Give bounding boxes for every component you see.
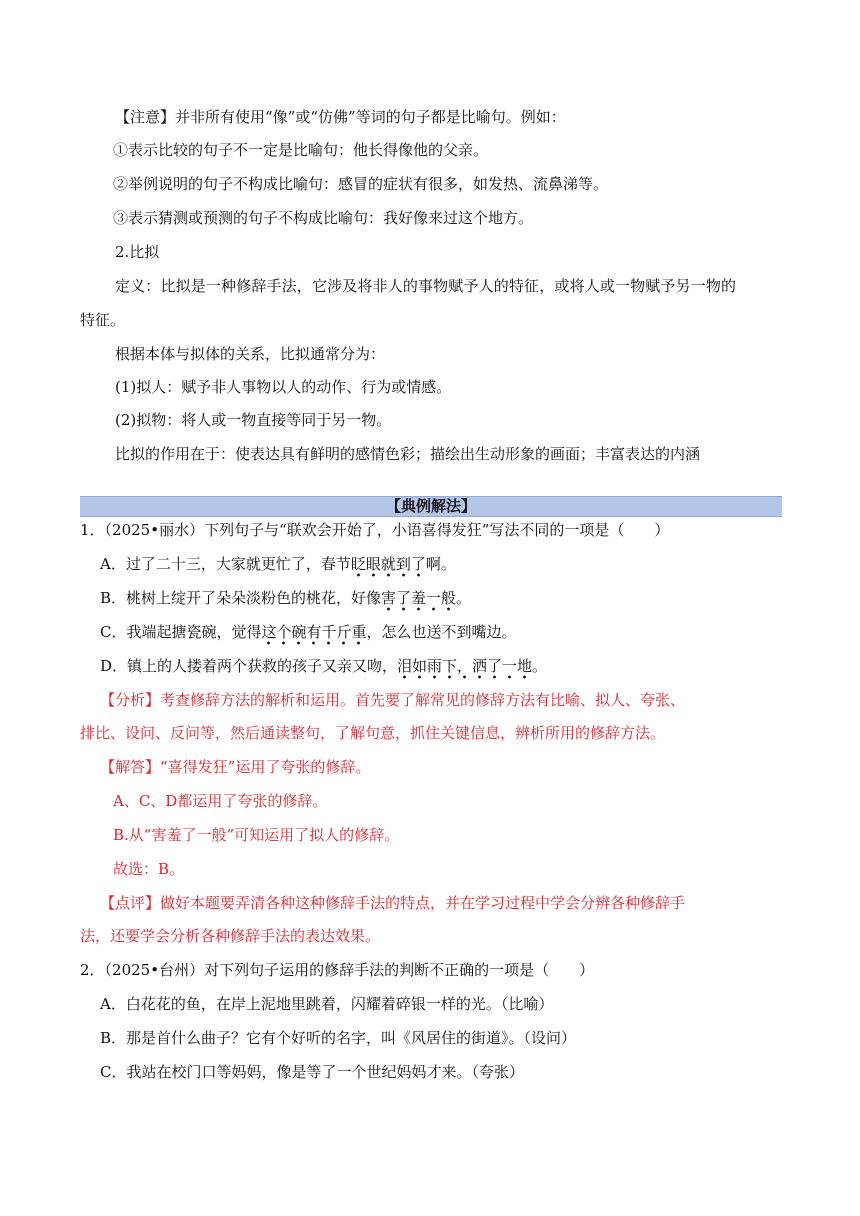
- comment-label: 【点评】: [100, 894, 161, 912]
- answer-line-3: B.从“害羞了一般”可知运用了拟人的修辞。: [113, 826, 400, 844]
- q1-option-b: [100, 588, 471, 608]
- option-c-post: ，怎么也送不到嘴边。: [366, 623, 517, 641]
- type-objectification: (2)拟物：将人或一物直接等同于另一物。: [115, 411, 392, 429]
- option-d-post: 。: [532, 657, 548, 675]
- note-item-3: ③表示猜测或预测的句子不构成比喻句：我好像来过这个地方。: [113, 209, 534, 227]
- analysis-label: 【分析】: [100, 691, 161, 709]
- effect-line: 比拟的作用在于：使表达具有鲜明的感情色彩；描绘出生动形象的画面；丰富表达的内涵: [115, 445, 701, 463]
- analysis-line-1: [100, 690, 685, 710]
- q2-option-a: A．白花花的鱼，在岸上泥地里跳着，闪耀着碎银一样的光。（比喻）: [100, 995, 554, 1013]
- q2-option-b: B．那是首什么曲子？它有个好听的名字，叫《风居住的街道》。（设问）: [100, 1029, 577, 1047]
- q2-stem: 2．（2025•台州）对下列句子运用的修辞手法的判断不正确的一项是（ ）: [80, 961, 595, 979]
- comment-text-1: 做好本题要弄清各种这种修辞手法的特点，并在学习过程中学会分辨各种修辞手: [160, 894, 686, 912]
- answer-line-2: A、C、D都运用了夸张的修辞。: [113, 792, 328, 810]
- note-label: 【注意】: [115, 108, 176, 126]
- option-a-post: 啊。: [425, 555, 456, 573]
- type-personification: (1)拟人：赋予非人事物以人的动作、行为或情感。: [115, 378, 452, 396]
- option-d-emphasis: 泪如雨下，洒了一地: [397, 657, 532, 679]
- option-a-emphasis: 眨眼就到了: [351, 555, 426, 577]
- option-b-pre: B．桃树上绽开了朵朵淡粉色的桃花，好像: [100, 589, 382, 607]
- definition-line-1: 定义：比拟是一种修辞手法，它涉及将非人的事物赋予人的特征，或将人或一物赋予另一物的: [115, 277, 737, 295]
- note-text: 并非所有使用“像”或“仿佛”等词的句子都是比喻句。例如：: [175, 108, 566, 126]
- definition-line-2: 特征。: [80, 311, 126, 329]
- section-heading: 2.比拟: [115, 243, 160, 261]
- analysis-line-2: 排比、设问、反问等，然后通读整句，了解句意，抓住关键信息，辨析所用的修辞方法。: [80, 724, 666, 742]
- option-a-pre: A．过了二十三，大家就更忙了，春节: [100, 555, 351, 573]
- classify-line: 根据本体与拟体的关系，比拟通常分为：: [115, 345, 386, 363]
- answer-label: 【解答】: [100, 758, 161, 776]
- note-item-1: ①表示比较的句子不一定是比喻句：他长得像他的父亲。: [113, 141, 489, 159]
- answer-text-1: “喜得发狂”运用了夸张的修辞。: [160, 758, 371, 776]
- answer-line-4: 故选：B。: [113, 860, 185, 878]
- option-d-pre: D．镇上的人搂着两个获救的孩子又亲又吻，: [100, 657, 398, 675]
- comment-line-2: 法，还要学会分析各种修辞手法的表达效果。: [80, 927, 381, 945]
- q1-option-a: [100, 554, 456, 574]
- examples-banner: 【典例解法】: [80, 496, 782, 517]
- option-b-emphasis: 害了羞一般: [381, 589, 456, 611]
- q2-option-c: C．我站在校门口等妈妈，像是等了一个世纪妈妈才来。（夸张）: [100, 1063, 524, 1081]
- q1-stem: 1．（2025•丽水）下列句子与“联欢会开始了，小语喜得发狂”写法不同的一项是（ ）: [80, 521, 670, 539]
- answer-line-1: [100, 757, 370, 777]
- note-line: [115, 107, 566, 127]
- note-item-2: ②举例说明的句子不构成比喻句：感冒的症状有很多，如发热、流鼻涕等。: [113, 175, 609, 193]
- analysis-text-1: 考查修辞方法的解析和运用。首先要了解常见的修辞方法有比喻、拟人、夸张、: [160, 691, 686, 709]
- option-b-post: 。: [456, 589, 472, 607]
- q1-option-c: [100, 622, 517, 642]
- comment-line-1: [100, 893, 685, 913]
- q1-option-d: [100, 656, 547, 676]
- option-c-emphasis: 这个碗有千斤重: [261, 623, 366, 645]
- option-c-pre: C．我端起搪瓷碗，觉得: [100, 623, 262, 641]
